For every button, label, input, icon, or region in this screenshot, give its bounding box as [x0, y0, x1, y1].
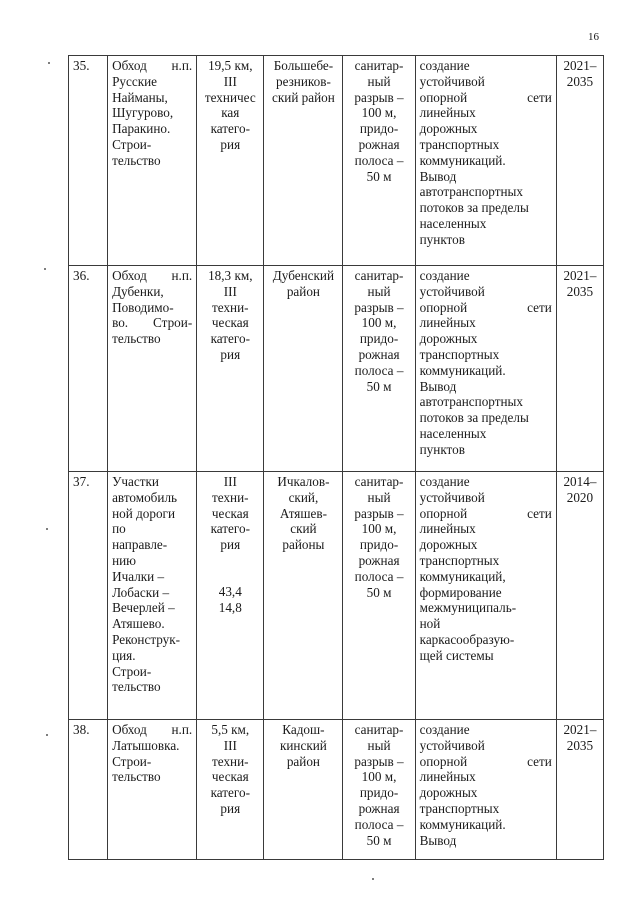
text-line: нию [112, 552, 137, 568]
text-line: дорожных [419, 537, 478, 553]
text-line: разрыв – [354, 89, 404, 105]
text-line: населенных [419, 425, 487, 441]
text-line: 2035 [566, 73, 594, 89]
text-line: ческая [211, 769, 249, 785]
text-line: полоса – [354, 568, 404, 584]
text-line: Строи- [112, 663, 152, 679]
text-line: устойчивой [419, 73, 485, 89]
text-line: тельство [112, 152, 161, 168]
text-line: тельство [112, 769, 161, 785]
word: н.п. [171, 722, 193, 737]
row-number: 35. [73, 58, 90, 73]
text-line: полоса – [354, 152, 404, 168]
text-line: рия [220, 136, 241, 152]
row-number: 36. [73, 268, 90, 283]
text-line: линейных [419, 769, 476, 785]
text-line: санитар- [354, 474, 404, 489]
text-line: катего- [210, 521, 250, 537]
text-line: коммуникаций, [419, 568, 506, 584]
text-line: техни- [212, 489, 249, 505]
text-line: ческая [211, 505, 249, 521]
text-line: транспортных [419, 800, 500, 816]
justified-line [420, 300, 552, 316]
row-number: 38. [73, 722, 90, 737]
text-line: полоса – [354, 816, 404, 832]
word: Обход [112, 268, 147, 283]
row-number: 37. [73, 474, 90, 489]
text-line: рия [220, 800, 241, 816]
text-line: автотранспортных [419, 394, 523, 410]
text-line: дорожных [419, 331, 478, 347]
parameters-cell [197, 56, 264, 266]
text-line: автомобиль [112, 489, 178, 505]
justified-line [420, 506, 552, 522]
text-line: создание [419, 58, 470, 73]
text-line: ция. [112, 647, 136, 663]
word: сети [527, 299, 552, 315]
text-line: Вывод [419, 168, 457, 184]
purpose-cell [415, 56, 556, 266]
text-line: техни- [212, 753, 249, 769]
text-line: коммуникаций. [419, 362, 506, 378]
text-line: 2021– [563, 58, 597, 73]
text-line: устойчивой [419, 283, 485, 299]
row-number-cell [69, 720, 108, 860]
protection-zone-cell [343, 56, 415, 266]
text-line: придо- [359, 785, 399, 801]
text-line: Дубенки, [112, 283, 164, 299]
row-number-cell [69, 472, 108, 720]
text-line: тельство [112, 331, 161, 347]
scan-speck [48, 62, 50, 64]
text-line: 50 м [366, 168, 392, 184]
table-row [69, 472, 604, 720]
text-line: полоса – [354, 362, 404, 378]
text-line: разрыв – [354, 299, 404, 315]
purpose-cell [415, 720, 556, 860]
years-cell [556, 266, 603, 472]
text-line: пунктов [419, 231, 465, 247]
text-line: район [286, 283, 320, 299]
text-line: 50 м [366, 584, 392, 600]
text-line: коммуникаций. [419, 152, 506, 168]
text-line: техни- [212, 299, 249, 315]
word: опорной [419, 89, 468, 105]
text-line: 18,3 км, [208, 268, 253, 283]
text-line: транспортных [419, 346, 500, 362]
text-line: Строи- [112, 753, 152, 769]
text-line: 100 м, [361, 315, 397, 331]
scan-speck [46, 734, 48, 736]
text-line: создание [419, 268, 470, 283]
word: Обход [112, 58, 147, 73]
text-line: ский [290, 521, 317, 537]
text-line: 19,5 км, [208, 58, 253, 73]
parameters-cell [197, 472, 264, 720]
text-line: районы [282, 537, 325, 553]
protection-zone-cell [343, 266, 415, 472]
parameters-cell [197, 720, 264, 860]
text-line: Найманы, [112, 89, 168, 105]
text-line: санитар- [354, 58, 404, 73]
text-line: катего- [210, 121, 250, 137]
text-line: 100 м, [361, 769, 397, 785]
text-line: рия [220, 346, 241, 362]
text-line: разрыв – [354, 505, 404, 521]
text-line: рия [220, 537, 241, 553]
text-line: III [223, 737, 237, 753]
text-line: 50 м [366, 378, 392, 394]
text-line: 50 м [366, 832, 392, 848]
object-name-cell [108, 472, 197, 720]
years-cell [556, 472, 603, 720]
scan-speck [44, 268, 46, 270]
scan-speck [372, 878, 374, 880]
parameters-cell [197, 266, 264, 472]
text-line: межмуниципаль- [419, 600, 517, 616]
text-line: линейных [419, 521, 476, 537]
text-line: транспортных [419, 136, 500, 152]
text-line: 5,5 км, [211, 722, 250, 737]
text-line: придо- [359, 537, 399, 553]
text-line: Лобаски – [112, 584, 170, 600]
text-line: 14,8 [218, 599, 242, 615]
text-line: III [223, 474, 237, 489]
justified-line [112, 58, 192, 74]
object-name-cell [108, 56, 197, 266]
text-line: Паракино. [112, 121, 171, 137]
text-line: Ичалки – [112, 568, 165, 584]
word: сети [527, 505, 552, 521]
text-line: техничес [204, 89, 256, 105]
row-number-cell [69, 266, 108, 472]
text-line: разрыв – [354, 753, 404, 769]
text-line: 2020 [566, 489, 594, 505]
text-line: устойчивой [419, 737, 485, 753]
text-line: Ичкалов- [277, 474, 330, 489]
protection-zone-cell [343, 472, 415, 720]
text-line: рожная [358, 552, 400, 568]
text-line: ный [367, 73, 391, 89]
justified-line [112, 268, 192, 284]
text-line: Поводимо- [112, 299, 174, 315]
text-line: 2021– [563, 268, 597, 283]
text-line: автотранспортных [419, 184, 523, 200]
word: н.п. [171, 268, 193, 283]
text-line: Большебе- [273, 58, 334, 73]
text-line: потоков за пределы [419, 200, 529, 216]
text-line: Дубенский [272, 268, 335, 283]
object-name-cell [108, 720, 197, 860]
word: во. [112, 315, 129, 331]
text-line: Строи- [112, 136, 152, 152]
text-line: III [223, 73, 237, 89]
table-row [69, 720, 604, 860]
text-line: Кадош- [282, 722, 325, 737]
text-line: по [112, 521, 126, 537]
text-line: 100 м, [361, 521, 397, 537]
road-projects-table [68, 55, 604, 860]
text-line: пунктов [419, 441, 465, 457]
text-line: 2035 [566, 737, 594, 753]
text-line: рожная [358, 346, 400, 362]
object-name-cell [108, 266, 197, 472]
text-line: ский, [288, 489, 319, 505]
text-line: катего- [210, 785, 250, 801]
text-line: Вечерлей – [112, 600, 175, 616]
text-line: устойчивой [419, 489, 485, 505]
page-number: 16 [588, 31, 599, 43]
text-line: рожная [358, 800, 400, 816]
region-cell [264, 472, 343, 720]
word: опорной [419, 505, 468, 521]
justified-line [420, 754, 552, 770]
word: опорной [419, 753, 468, 769]
region-cell [264, 56, 343, 266]
text-line: транспортных [419, 552, 500, 568]
text-line: потоков за пределы [419, 410, 529, 426]
text-line: Русские [112, 73, 158, 89]
text-line: кинский [279, 737, 327, 753]
word: Строи- [153, 315, 193, 331]
text-line: 2014– [563, 474, 597, 489]
word: сети [527, 89, 552, 105]
text-line: район [286, 753, 320, 769]
word: н.п. [171, 58, 193, 73]
word: сети [527, 753, 552, 769]
scan-speck [46, 528, 48, 530]
justified-line [112, 315, 192, 331]
text-line: кая [221, 105, 240, 121]
text-line: Вывод [419, 832, 457, 848]
text-line: III [223, 283, 237, 299]
text-line: 2021– [563, 722, 597, 737]
text-line: ной дороги [112, 505, 176, 521]
text-line: придо- [359, 331, 399, 347]
years-cell [556, 720, 603, 860]
text-line: Участки [112, 474, 159, 489]
text-line: дорожных [419, 785, 478, 801]
text-line: формирование [419, 584, 502, 600]
text-line: санитар- [354, 268, 404, 283]
text-line: создание [419, 474, 470, 489]
spacer [201, 553, 259, 584]
text-line: рожная [358, 136, 400, 152]
text-line: коммуникаций. [419, 816, 506, 832]
region-cell [264, 266, 343, 472]
region-cell [264, 720, 343, 860]
text-line: дорожных [419, 121, 478, 137]
word: Обход [112, 722, 147, 737]
text-line: создание [419, 722, 470, 737]
text-line: направле- [112, 537, 168, 553]
text-line: населенных [419, 215, 487, 231]
text-line: ный [367, 283, 391, 299]
text-line: 100 м, [361, 105, 397, 121]
text-line: катего- [210, 331, 250, 347]
row-number-cell [69, 56, 108, 266]
text-line: каркасообразую- [419, 631, 515, 647]
text-line: тельство [112, 679, 161, 695]
text-line: Атяшево. [112, 616, 165, 632]
justified-line [112, 722, 192, 738]
text-line: Реконструк- [112, 631, 181, 647]
purpose-cell [415, 266, 556, 472]
text-line: санитар- [354, 722, 404, 737]
years-cell [556, 56, 603, 266]
text-line: 43,4 [218, 583, 242, 599]
text-line: ский район [272, 89, 335, 105]
purpose-cell [415, 472, 556, 720]
justified-line [420, 90, 552, 106]
text-line: линейных [419, 105, 476, 121]
text-line: резников- [275, 73, 331, 89]
protection-zone-cell [343, 720, 415, 860]
text-line: ческая [211, 315, 249, 331]
text-line: Атяшев- [279, 505, 327, 521]
table-row [69, 56, 604, 266]
text-line: Латышовка. [112, 737, 180, 753]
text-line: линейных [419, 315, 476, 331]
table-row [69, 266, 604, 472]
text-line: Шугурово, [112, 105, 174, 121]
text-line: ный [367, 737, 391, 753]
text-line: 2035 [566, 283, 594, 299]
word: опорной [419, 299, 468, 315]
text-line: придо- [359, 121, 399, 137]
text-line: ной [419, 616, 441, 632]
text-line: ный [367, 489, 391, 505]
text-line: Вывод [419, 378, 457, 394]
text-line: щей системы [419, 647, 494, 663]
